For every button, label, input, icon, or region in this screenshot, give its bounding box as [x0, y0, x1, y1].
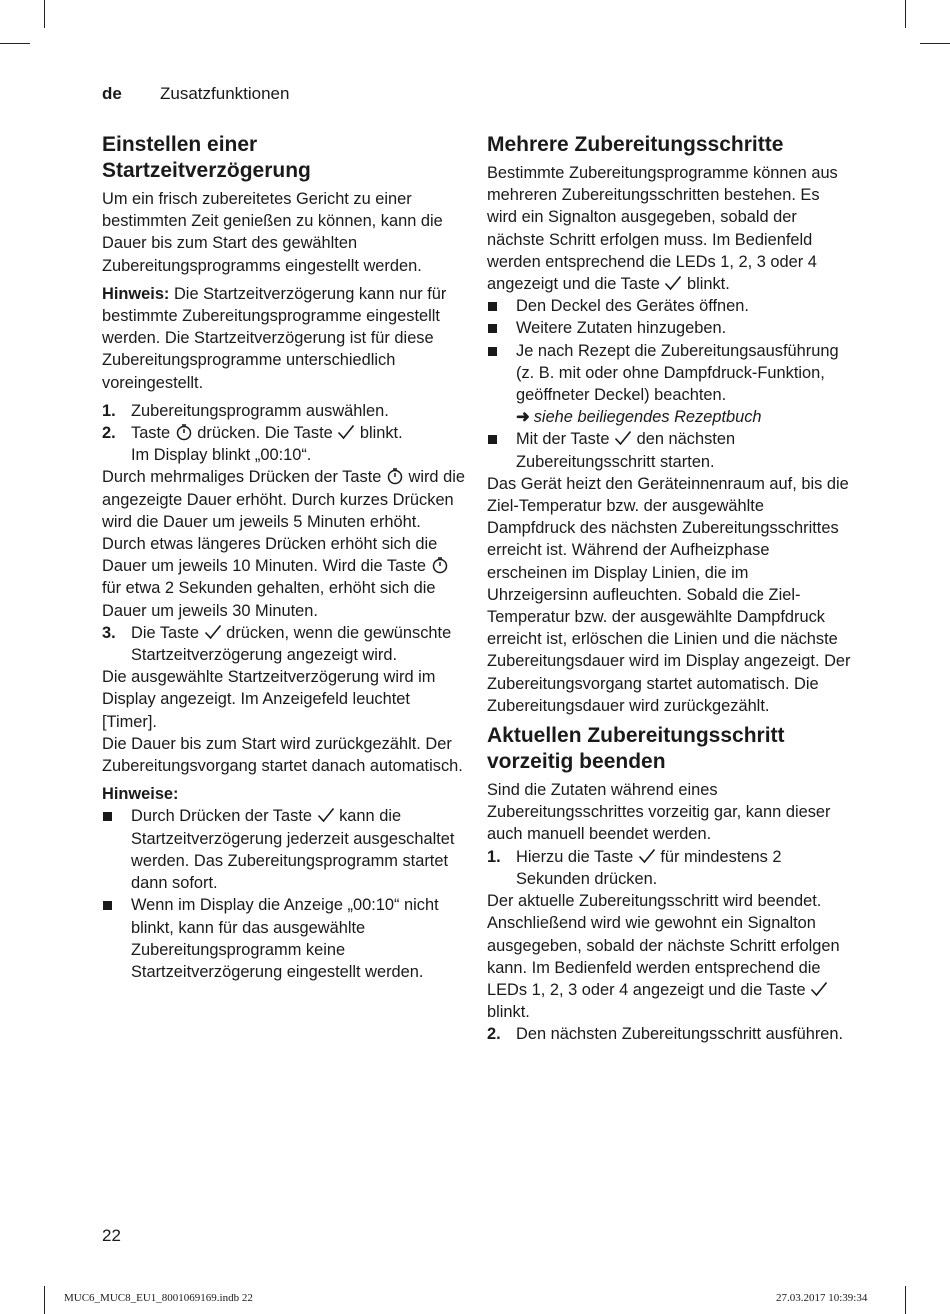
text: für etwa 2 Sekunden gehalten, erhöht sich die Dauer um jeweils 30 Minuten.: [102, 579, 436, 620]
crop-mark: [0, 43, 30, 44]
crop-mark: [920, 43, 950, 44]
heading-start-delay: Einstellen einer Startzeitverzögerung: [102, 133, 311, 182]
text: Durch mehrmaliges Drücken der Taste: [102, 468, 386, 487]
left-column: [102, 132, 468, 983]
bullet-square: [488, 347, 497, 356]
heading-multiple-steps: Mehrere Zubereitungsschritte: [487, 133, 784, 156]
step-1: [487, 846, 853, 890]
check-icon: [614, 429, 632, 447]
arrow-right-icon: ➜: [516, 408, 530, 427]
step-text: drücken. Die Taste: [192, 424, 338, 443]
check-icon: [204, 623, 222, 641]
text: Den Deckel des Gerätes öffnen.: [516, 297, 749, 316]
note-text: Die Startzeitverzögerung kann nur für bestimmte Zubereitungsprogramme eingestellt werden. Die Startzeitverzögerung ist für diese Zubereitungsprogramme unterschiedlich voreingestellt.: [102, 284, 447, 392]
list-item: [487, 317, 853, 339]
recipe-book-reference: [487, 406, 853, 428]
list-item: [102, 805, 468, 894]
check-icon: [810, 980, 828, 998]
step-2: [102, 422, 468, 466]
paragraph-step-ended: [487, 890, 853, 1023]
text: Wenn im Display die Anzeige „00:10“ nicht blinkt, kann für das ausgewählte Zubereitungsprogramm keine Startzeitverzögerung eingestellt werden.: [131, 896, 439, 981]
right-column: [487, 132, 853, 1046]
page-number: 22: [102, 1226, 121, 1245]
step-2: [487, 1023, 853, 1045]
bullet-square: [488, 435, 497, 444]
step-text: blinkt.: [355, 424, 403, 443]
language-code: de: [102, 84, 122, 103]
bullet-square: [488, 302, 497, 311]
print-file-info: MUC6_MUC8_EU1_8001069169.indb 22: [64, 1292, 253, 1304]
step-1: [102, 400, 468, 422]
heading-end-step-early: Aktuellen Zubereitungsschritt vorzeitig beenden: [487, 724, 785, 774]
text: Der aktuelle Zubereitungsschritt wird beendet. Anschließend wird wie gewohnt ein Signalton ausgegeben, sobald der nächste Schritt erfolgen kann. Im Bedienfeld werden entsprechend die LEDs 1, 2, 3 oder 4 angezeigt und die Taste: [487, 892, 840, 999]
timer-icon: [175, 423, 193, 441]
text: Je nach Rezept die Zubereitungsausführung (z. B. mit oder ohne Dampfdruck-Funktion, geöffneter Deckel) beachten.: [516, 341, 839, 405]
step-text: für mindestens 2 Sekunden drücken.: [516, 847, 782, 888]
bullet-square: [103, 901, 112, 910]
paragraph-heating: Das Gerät heizt den Geräteinnenraum auf, bis die Ziel-Temperatur bzw. der ausgewählte Dampfdruck des nächsten Zubereitungsschrittes erreicht ist. Während der Aufheizphase erscheinen im Display Linien, die im Uhrzeigersinn aufleuchten. Sobald die Ziel-Temperatur bzw. der ausgewählte Dampfdruck erreicht ist, erlöschen die Linien und die nächste Zubereitungsdauer wird im Display angezeigt. Der Zubereitungsvorgang startet automatisch. Die Zubereitungsdauer wird zurückgezählt.: [487, 474, 851, 715]
notes-label: Hinweise:: [102, 785, 179, 804]
timer-icon: [431, 556, 449, 574]
text: blinkt.: [487, 1003, 530, 1022]
paragraph-countdown: Die Dauer bis zum Start wird zurückgezählt. Der Zubereitungsvorgang startet danach automatisch.: [102, 734, 463, 776]
timer-icon: [386, 467, 404, 485]
crop-mark: [905, 1286, 906, 1314]
text: Weitere Zutaten hinzugeben.: [516, 319, 727, 338]
text: Bestimmte Zubereitungsprogramme können aus mehreren Zubereitungsschritten bestehen. Es wird ein Signalton ausgegeben, sobald der nächste Schritt erfolgen muss. Im Bedienfeld werden entsprechend die LEDs 1, 2, 3 oder 4 angezeigt und die Taste: [487, 164, 838, 294]
step-number: 2.: [102, 424, 116, 443]
step-text: Die Taste: [131, 623, 204, 642]
intro-paragraph: [487, 162, 853, 295]
section-title: Zusatzfunktionen: [160, 84, 290, 103]
list-item: [487, 295, 853, 317]
step-text: Den nächsten Zubereitungsschritt ausführen.: [516, 1025, 844, 1044]
step-text: Taste: [131, 424, 175, 443]
text: siehe beiliegendes Rezeptbuch: [533, 408, 762, 427]
crop-mark: [905, 0, 906, 28]
crop-mark: [44, 0, 45, 28]
bullet-square: [488, 324, 497, 333]
intro-paragraph: Sind die Zutaten während eines Zubereitungsschrittes vorzeitig gar, kann dieser auch manuell beendet werden.: [487, 781, 831, 844]
text: kann die Startzeitverzögerung jederzeit ausgeschaltet werden. Das Zubereitungsprogramm startet dann sofort.: [131, 807, 455, 893]
step-number: 1.: [102, 401, 116, 420]
step-text: Im Display blinkt „00:10“.: [131, 446, 312, 465]
text: wird die angezeigte Dauer erhöht. Durch kurzes Drücken wird die Dauer um jeweils 5 Minuten erhöht. Durch etwas längeres Drücken erhöht sich die Dauer um jeweils 10 Minuten. Wird die Taste: [102, 468, 465, 576]
step-number: 1.: [487, 847, 501, 866]
step-number: 2.: [487, 1025, 501, 1044]
step-text: Zubereitungsprogramm auswählen.: [131, 401, 389, 420]
check-icon: [638, 847, 656, 865]
paragraph-display: Die ausgewählte Startzeitverzögerung wird im Display angezeigt. Im Anzeigefeld leuchtet [Timer].: [102, 668, 436, 731]
check-icon: [337, 423, 355, 441]
list-item: [487, 340, 853, 407]
step-text: Hierzu die Taste: [516, 847, 638, 866]
text: den nächsten Zubereitungsschritt starten.: [516, 430, 736, 471]
step-number: 3.: [102, 623, 116, 642]
print-timestamp: 27.03.2017 10:39:34: [776, 1292, 868, 1304]
intro-paragraph: Um ein frisch zubereitetes Gericht zu einer bestimmten Zeit genießen zu können, kann die Dauer bis zum Start des gewählten Zubereitungsprogramms eingestellt werden.: [102, 190, 443, 275]
text: Mit der Taste: [516, 430, 615, 449]
note-label: Hinweis:: [102, 284, 170, 303]
paragraph-duration: [102, 466, 468, 621]
list-item: [487, 428, 853, 472]
bullet-square: [103, 812, 112, 821]
check-icon: [317, 806, 335, 824]
text: Durch Drücken der Taste: [131, 807, 317, 826]
running-header: [102, 84, 289, 104]
text: blinkt.: [682, 275, 730, 294]
list-item: [102, 894, 468, 983]
note-paragraph: [102, 283, 468, 394]
check-icon: [664, 274, 682, 292]
step-text: drücken, wenn die gewünschte Startzeitverzögerung angezeigt wird.: [131, 623, 452, 665]
crop-mark: [44, 1286, 45, 1314]
step-3: [102, 622, 468, 666]
